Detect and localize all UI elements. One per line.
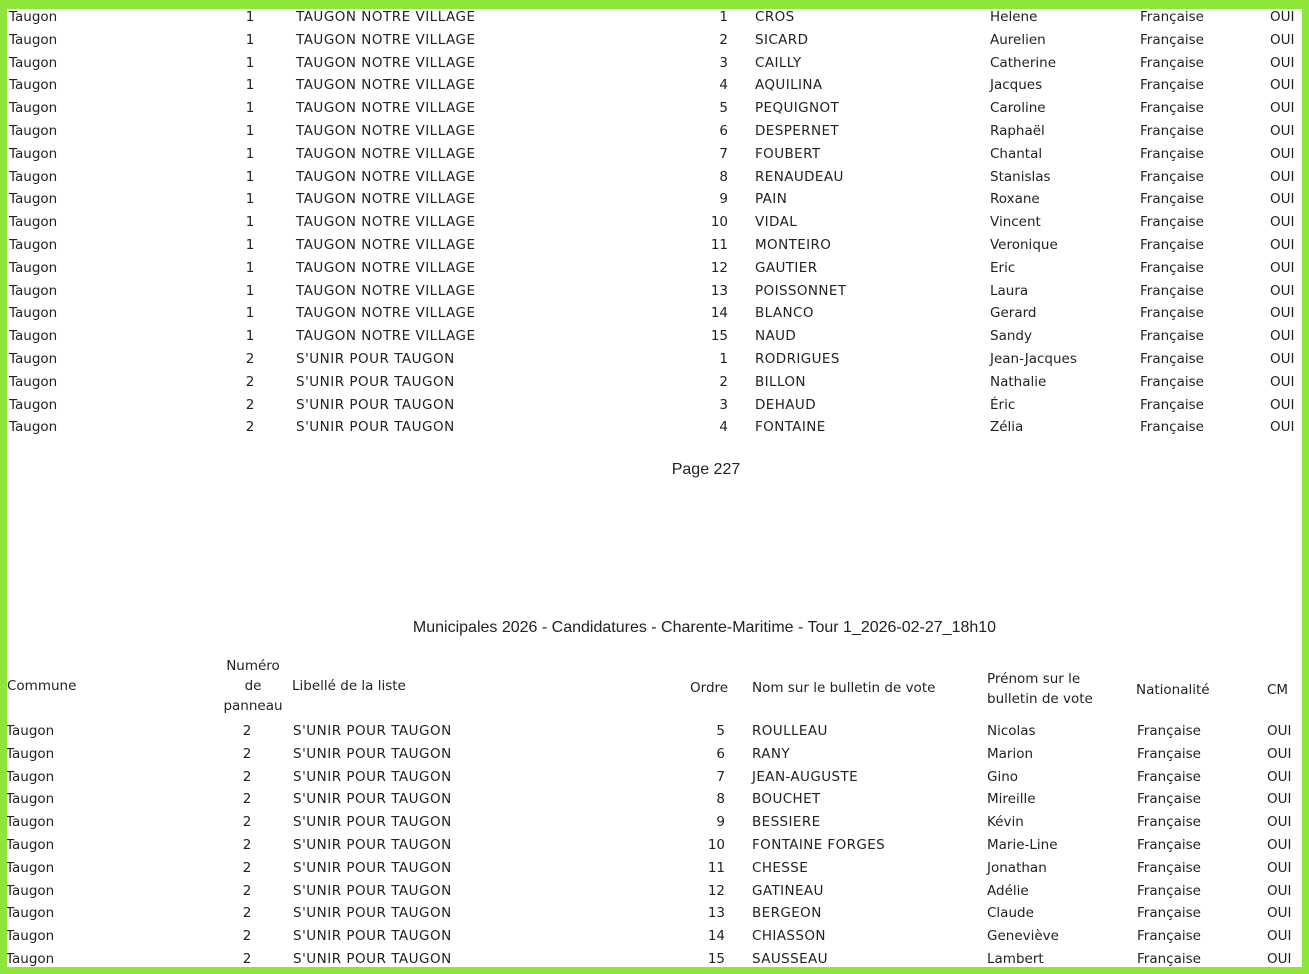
cell-ordre: 13 xyxy=(710,282,728,299)
cell-prenom: Mireille xyxy=(987,791,1036,808)
cell-nationalite: Française xyxy=(1140,373,1204,390)
cell-commune: Taugon xyxy=(6,905,55,922)
cell-prenom: Zélia xyxy=(990,419,1024,436)
cell-nationalite: Française xyxy=(1140,351,1204,367)
cell-nom: GAUTIER xyxy=(755,259,818,276)
cell-nationalite: Française xyxy=(1137,905,1201,922)
cell-nom: RANY xyxy=(752,745,791,762)
cell-panneau: 2 xyxy=(242,814,252,831)
cell-prenom: Helene xyxy=(990,9,1038,25)
cell-prenom: Chantal xyxy=(990,145,1043,162)
cell-panneau: 1 xyxy=(245,259,255,276)
cell-commune: Taugon xyxy=(9,54,58,71)
cell-prenom: Roxane xyxy=(990,191,1040,208)
cell-nom: BERGEON xyxy=(752,905,822,922)
cell-commune: Taugon xyxy=(9,373,58,390)
cell-panneau: 2 xyxy=(242,882,252,899)
cell-prenom: Marion xyxy=(987,745,1034,762)
cell-nom: SAUSSEAU xyxy=(752,951,828,967)
cell-libelle: S'UNIR POUR TAUGON xyxy=(296,373,455,390)
table-row xyxy=(0,280,1309,302)
cell-panneau: 1 xyxy=(245,31,255,48)
cell-nom: NAUD xyxy=(755,328,797,345)
cell-commune: Taugon xyxy=(6,859,55,876)
cell-prenom: Adélie xyxy=(987,882,1029,899)
cell-cm: OUI xyxy=(1270,237,1295,253)
table-row xyxy=(0,302,1309,324)
table-row xyxy=(0,880,1309,902)
cell-panneau: 1 xyxy=(245,328,255,345)
cell-ordre: 13 xyxy=(707,905,725,922)
cell-nationalite: Française xyxy=(1140,145,1204,162)
cell-nom: ROULLEAU xyxy=(752,723,828,739)
cell-commune: Taugon xyxy=(9,282,58,299)
cell-nom: RENAUDEAU xyxy=(755,168,844,185)
cell-commune: Taugon xyxy=(6,928,55,945)
cell-libelle: S'UNIR POUR TAUGON xyxy=(293,745,452,762)
cell-commune: Taugon xyxy=(9,9,58,25)
table-row xyxy=(0,720,1309,742)
cell-panneau: 2 xyxy=(242,745,252,762)
cell-commune: Taugon xyxy=(6,768,55,785)
cell-nationalite: Française xyxy=(1140,31,1204,48)
cell-libelle: TAUGON NOTRE VILLAGE xyxy=(296,237,476,253)
cell-nom: CROS xyxy=(755,9,795,25)
cell-prenom: Jacques xyxy=(990,77,1043,94)
cell-ordre: 4 xyxy=(719,77,728,94)
table-row xyxy=(0,394,1309,416)
cell-libelle: S'UNIR POUR TAUGON xyxy=(293,882,452,899)
cell-cm: OUI xyxy=(1267,745,1292,762)
cell-cm: OUI xyxy=(1270,191,1295,208)
cell-cm: OUI xyxy=(1270,54,1295,71)
cell-libelle: S'UNIR POUR TAUGON xyxy=(293,791,452,808)
cell-nom: PAIN xyxy=(755,191,788,208)
cell-ordre: 14 xyxy=(710,305,728,322)
cell-nom: BLANCO xyxy=(755,305,814,322)
cell-ordre: 15 xyxy=(707,951,725,967)
cell-libelle: S'UNIR POUR TAUGON xyxy=(293,837,452,853)
cell-panneau: 1 xyxy=(245,145,255,162)
cell-nationalite: Française xyxy=(1140,237,1204,253)
cell-nationalite: Française xyxy=(1137,951,1201,967)
cell-libelle: S'UNIR POUR TAUGON xyxy=(293,928,452,945)
cell-panneau: 1 xyxy=(245,123,255,139)
table-row xyxy=(0,6,1309,28)
cell-libelle: S'UNIR POUR TAUGON xyxy=(293,905,452,922)
cell-nationalite: Française xyxy=(1137,859,1201,876)
table-row xyxy=(0,788,1309,810)
table-row xyxy=(0,97,1309,119)
cell-ordre: 8 xyxy=(716,791,725,808)
table-row xyxy=(0,857,1309,879)
cell-panneau: 2 xyxy=(245,351,255,367)
cell-libelle: TAUGON NOTRE VILLAGE xyxy=(296,54,476,71)
cell-nationalite: Française xyxy=(1140,168,1204,185)
table-row xyxy=(0,52,1309,74)
cell-nationalite: Française xyxy=(1140,100,1204,117)
cell-nom: CAILLY xyxy=(755,54,802,71)
table-row xyxy=(0,234,1309,256)
cell-cm: OUI xyxy=(1267,882,1292,899)
cell-nationalite: Française xyxy=(1140,54,1204,71)
cell-nationalite: Française xyxy=(1137,814,1201,831)
cell-ordre: 9 xyxy=(719,191,728,208)
cell-nationalite: Française xyxy=(1140,305,1204,322)
cell-nom: GATINEAU xyxy=(752,882,824,899)
cell-commune: Taugon xyxy=(9,77,58,94)
cell-prenom: Catherine xyxy=(990,54,1057,71)
cell-nom: JEAN-AUGUSTE xyxy=(752,768,859,785)
cell-nationalite: Française xyxy=(1140,191,1204,208)
cell-libelle: TAUGON NOTRE VILLAGE xyxy=(296,9,476,25)
cell-ordre: 12 xyxy=(707,882,725,899)
cell-libelle: S'UNIR POUR TAUGON xyxy=(293,859,452,876)
cell-libelle: S'UNIR POUR TAUGON xyxy=(293,768,452,785)
cell-cm: OUI xyxy=(1270,31,1295,48)
cell-nom: AQUILINA xyxy=(755,77,823,94)
cell-prenom: Kévin xyxy=(987,814,1024,831)
table-row xyxy=(0,766,1309,788)
cell-cm: OUI xyxy=(1270,9,1295,25)
page-number: Page 227 xyxy=(671,461,741,478)
cell-commune: Taugon xyxy=(6,951,55,967)
cell-ordre: 12 xyxy=(710,259,728,276)
cell-nationalite: Française xyxy=(1137,837,1201,853)
cell-libelle: TAUGON NOTRE VILLAGE xyxy=(296,259,476,276)
table-row xyxy=(0,925,1309,947)
table-row xyxy=(0,348,1309,370)
cell-libelle: TAUGON NOTRE VILLAGE xyxy=(296,145,476,162)
cell-cm: OUI xyxy=(1267,951,1292,967)
cell-panneau: 1 xyxy=(245,168,255,185)
cell-panneau: 2 xyxy=(242,837,252,853)
cell-cm: OUI xyxy=(1267,768,1292,785)
cell-prenom: Gino xyxy=(987,768,1019,785)
cell-panneau: 2 xyxy=(242,859,252,876)
cell-prenom: Raphaël xyxy=(990,123,1045,139)
table-row xyxy=(0,143,1309,165)
cell-cm: OUI xyxy=(1270,328,1295,345)
cell-commune: Taugon xyxy=(6,837,55,853)
cell-panneau: 1 xyxy=(245,282,255,299)
cell-commune: Taugon xyxy=(9,259,58,276)
table-row xyxy=(0,74,1309,96)
header-nationalite: Nationalité xyxy=(1136,682,1210,698)
cell-libelle: S'UNIR POUR TAUGON xyxy=(296,396,455,413)
cell-cm: OUI xyxy=(1270,100,1295,117)
cell-ordre: 10 xyxy=(707,837,725,853)
cell-prenom: Nathalie xyxy=(990,373,1047,390)
cell-libelle: S'UNIR POUR TAUGON xyxy=(293,814,452,831)
cell-ordre: 6 xyxy=(719,123,728,139)
cell-ordre: 5 xyxy=(719,100,728,117)
cell-nom: MONTEIRO xyxy=(755,237,832,253)
cell-prenom: Éric xyxy=(990,396,1016,413)
cell-nationalite: Française xyxy=(1140,9,1204,25)
cell-commune: Taugon xyxy=(6,791,55,808)
cell-ordre: 15 xyxy=(710,328,728,345)
header-commune: Commune xyxy=(7,678,77,694)
cell-libelle: TAUGON NOTRE VILLAGE xyxy=(296,214,476,231)
cell-nom: CHIASSON xyxy=(752,928,826,945)
cell-ordre: 14 xyxy=(707,928,725,945)
cell-commune: Taugon xyxy=(9,351,58,367)
table-row xyxy=(0,811,1309,833)
cell-commune: Taugon xyxy=(9,396,58,413)
cell-cm: OUI xyxy=(1270,351,1295,367)
document-title: Municipales 2026 - Candidatures - Charente-Maritime - Tour 1_2026-02-27_18h10 xyxy=(412,619,997,636)
header-prenom-2: bulletin de vote xyxy=(987,691,1093,707)
cell-nom: PEQUIGNOT xyxy=(755,100,840,117)
cell-nationalite: Française xyxy=(1140,282,1204,299)
cell-panneau: 1 xyxy=(245,54,255,71)
cell-cm: OUI xyxy=(1270,123,1295,139)
cell-nationalite: Française xyxy=(1140,419,1204,436)
header-panneau-2: de xyxy=(244,678,262,694)
cell-panneau: 2 xyxy=(242,723,252,739)
cell-prenom: Veronique xyxy=(990,237,1058,253)
cell-cm: OUI xyxy=(1267,905,1292,922)
cell-cm: OUI xyxy=(1270,419,1295,436)
cell-nationalite: Française xyxy=(1137,745,1201,762)
cell-prenom: Caroline xyxy=(990,100,1046,117)
cell-panneau: 2 xyxy=(242,951,252,967)
cell-cm: OUI xyxy=(1270,373,1295,390)
cell-libelle: S'UNIR POUR TAUGON xyxy=(293,951,452,967)
cell-nom: BOUCHET xyxy=(752,791,821,808)
cell-cm: OUI xyxy=(1270,77,1295,94)
cell-nom: FONTAINE xyxy=(755,419,826,436)
header-nom: Nom sur le bulletin de vote xyxy=(752,680,936,696)
cell-nom: BESSIERE xyxy=(752,814,821,831)
cell-nationalite: Française xyxy=(1137,723,1201,739)
cell-panneau: 2 xyxy=(242,905,252,922)
table-row xyxy=(0,257,1309,279)
table-row xyxy=(0,211,1309,233)
cell-commune: Taugon xyxy=(9,305,58,322)
header-panneau-3: panneau xyxy=(223,698,283,714)
table-row xyxy=(0,371,1309,393)
cell-prenom: Stanislas xyxy=(990,168,1051,185)
cell-panneau: 1 xyxy=(245,77,255,94)
cell-panneau: 1 xyxy=(245,191,255,208)
header-cm: CM xyxy=(1267,682,1289,698)
cell-cm: OUI xyxy=(1270,396,1295,413)
cell-commune: Taugon xyxy=(9,100,58,117)
table-row xyxy=(0,166,1309,188)
cell-commune: Taugon xyxy=(9,237,58,253)
cell-libelle: TAUGON NOTRE VILLAGE xyxy=(296,328,476,345)
cell-commune: Taugon xyxy=(9,168,58,185)
cell-ordre: 7 xyxy=(719,145,728,162)
cell-prenom: Gerard xyxy=(990,305,1037,322)
cell-cm: OUI xyxy=(1270,214,1295,231)
cell-nom: SICARD xyxy=(755,31,809,48)
cell-panneau: 2 xyxy=(245,419,255,436)
cell-ordre: 7 xyxy=(716,768,725,785)
cell-prenom: Nicolas xyxy=(987,723,1036,739)
cell-libelle: S'UNIR POUR TAUGON xyxy=(296,419,455,436)
table-row xyxy=(0,120,1309,142)
cell-nationalite: Française xyxy=(1137,928,1201,945)
cell-ordre: 1 xyxy=(719,9,728,25)
cell-ordre: 4 xyxy=(719,419,728,436)
cell-nom: FONTAINE FORGES xyxy=(752,837,886,853)
cell-prenom: Lambert xyxy=(987,951,1044,967)
cell-prenom: Laura xyxy=(990,282,1029,299)
cell-panneau: 2 xyxy=(245,373,255,390)
cell-nationalite: Française xyxy=(1140,214,1204,231)
cell-libelle: TAUGON NOTRE VILLAGE xyxy=(296,191,476,208)
cell-cm: OUI xyxy=(1267,928,1292,945)
cell-ordre: 6 xyxy=(716,745,725,762)
cell-ordre: 9 xyxy=(716,814,725,831)
cell-libelle: S'UNIR POUR TAUGON xyxy=(296,351,455,367)
header-libelle: Libellé de la liste xyxy=(292,678,406,694)
table-row xyxy=(0,743,1309,765)
cell-commune: Taugon xyxy=(9,328,58,345)
cell-ordre: 5 xyxy=(716,723,725,739)
cell-libelle: TAUGON NOTRE VILLAGE xyxy=(296,123,476,139)
cell-nationalite: Française xyxy=(1140,77,1204,94)
cell-panneau: 2 xyxy=(242,928,252,945)
cell-commune: Taugon xyxy=(6,814,55,831)
cell-cm: OUI xyxy=(1270,259,1295,276)
cell-libelle: TAUGON NOTRE VILLAGE xyxy=(296,305,476,322)
cell-libelle: TAUGON NOTRE VILLAGE xyxy=(296,77,476,94)
cell-cm: OUI xyxy=(1267,837,1292,853)
cell-prenom: Jonathan xyxy=(987,859,1047,876)
cell-nom: RODRIGUES xyxy=(755,351,840,367)
table-row xyxy=(0,325,1309,347)
cell-cm: OUI xyxy=(1267,723,1292,739)
cell-commune: Taugon xyxy=(9,191,58,208)
cell-ordre: 3 xyxy=(719,396,728,413)
cell-cm: OUI xyxy=(1267,859,1292,876)
cell-panneau: 1 xyxy=(245,214,255,231)
cell-cm: OUI xyxy=(1267,814,1292,831)
cell-prenom: Sandy xyxy=(990,328,1032,345)
cell-nom: CHESSE xyxy=(752,859,809,876)
cell-prenom: Marie-Line xyxy=(987,837,1058,853)
cell-ordre: 1 xyxy=(719,351,728,367)
cell-commune: Taugon xyxy=(6,745,55,762)
cell-cm: OUI xyxy=(1270,282,1295,299)
cell-ordre: 10 xyxy=(710,214,728,231)
cell-ordre: 3 xyxy=(719,54,728,71)
cell-ordre: 2 xyxy=(719,31,728,48)
cell-nom: VIDAL xyxy=(755,214,798,231)
cell-prenom: Geneviève xyxy=(987,928,1059,945)
cell-nationalite: Française xyxy=(1137,882,1201,899)
cell-panneau: 1 xyxy=(245,305,255,322)
cell-commune: Taugon xyxy=(6,882,55,899)
cell-nationalite: Française xyxy=(1140,396,1204,413)
cell-commune: Taugon xyxy=(9,214,58,231)
cell-panneau: 1 xyxy=(245,100,255,117)
cell-commune: Taugon xyxy=(6,723,55,739)
cell-nationalite: Française xyxy=(1140,259,1204,276)
cell-nationalite: Française xyxy=(1137,768,1201,785)
cell-libelle: TAUGON NOTRE VILLAGE xyxy=(296,31,476,48)
cell-prenom: Jean-Jacques xyxy=(990,351,1077,367)
cell-ordre: 2 xyxy=(719,373,728,390)
cell-nationalite: Française xyxy=(1140,328,1204,345)
cell-panneau: 1 xyxy=(245,9,255,25)
cell-prenom: Eric xyxy=(990,259,1016,276)
header-prenom-1: Prénom sur le xyxy=(987,671,1081,687)
cell-nom: DEHAUD xyxy=(755,396,816,413)
cell-ordre: 11 xyxy=(710,237,728,253)
table-row xyxy=(0,834,1309,856)
cell-ordre: 8 xyxy=(719,168,728,185)
cell-commune: Taugon xyxy=(9,145,58,162)
cell-prenom: Vincent xyxy=(990,214,1041,231)
table-row xyxy=(0,948,1309,970)
table-row xyxy=(0,188,1309,210)
cell-nom: POISSONNET xyxy=(755,282,847,299)
cell-prenom: Claude xyxy=(987,905,1034,922)
cell-cm: OUI xyxy=(1267,791,1292,808)
cell-cm: OUI xyxy=(1270,168,1295,185)
cell-libelle: TAUGON NOTRE VILLAGE xyxy=(296,168,476,185)
cell-nom: FOUBERT xyxy=(755,145,821,162)
cell-panneau: 2 xyxy=(242,791,252,808)
table-row xyxy=(0,902,1309,924)
cell-panneau: 2 xyxy=(242,768,252,785)
cell-libelle: TAUGON NOTRE VILLAGE xyxy=(296,100,476,117)
cell-libelle: TAUGON NOTRE VILLAGE xyxy=(296,282,476,299)
cell-nationalite: Française xyxy=(1137,791,1201,808)
cell-cm: OUI xyxy=(1270,305,1295,322)
header-ordre: Ordre xyxy=(690,680,729,696)
cell-commune: Taugon xyxy=(9,419,58,436)
cell-commune: Taugon xyxy=(9,123,58,139)
cell-ordre: 11 xyxy=(707,859,725,876)
cell-libelle: S'UNIR POUR TAUGON xyxy=(293,723,452,739)
cell-cm: OUI xyxy=(1270,145,1295,162)
cell-nom: BILLON xyxy=(755,373,806,390)
cell-prenom: Aurelien xyxy=(990,31,1046,48)
header-panneau-1: Numéro xyxy=(226,658,280,674)
cell-nom: DESPERNET xyxy=(755,123,840,139)
table-row xyxy=(0,416,1309,438)
table-row xyxy=(0,29,1309,51)
cell-nationalite: Française xyxy=(1140,123,1204,139)
cell-commune: Taugon xyxy=(9,31,58,48)
cell-panneau: 2 xyxy=(245,396,255,413)
cell-panneau: 1 xyxy=(245,237,255,253)
